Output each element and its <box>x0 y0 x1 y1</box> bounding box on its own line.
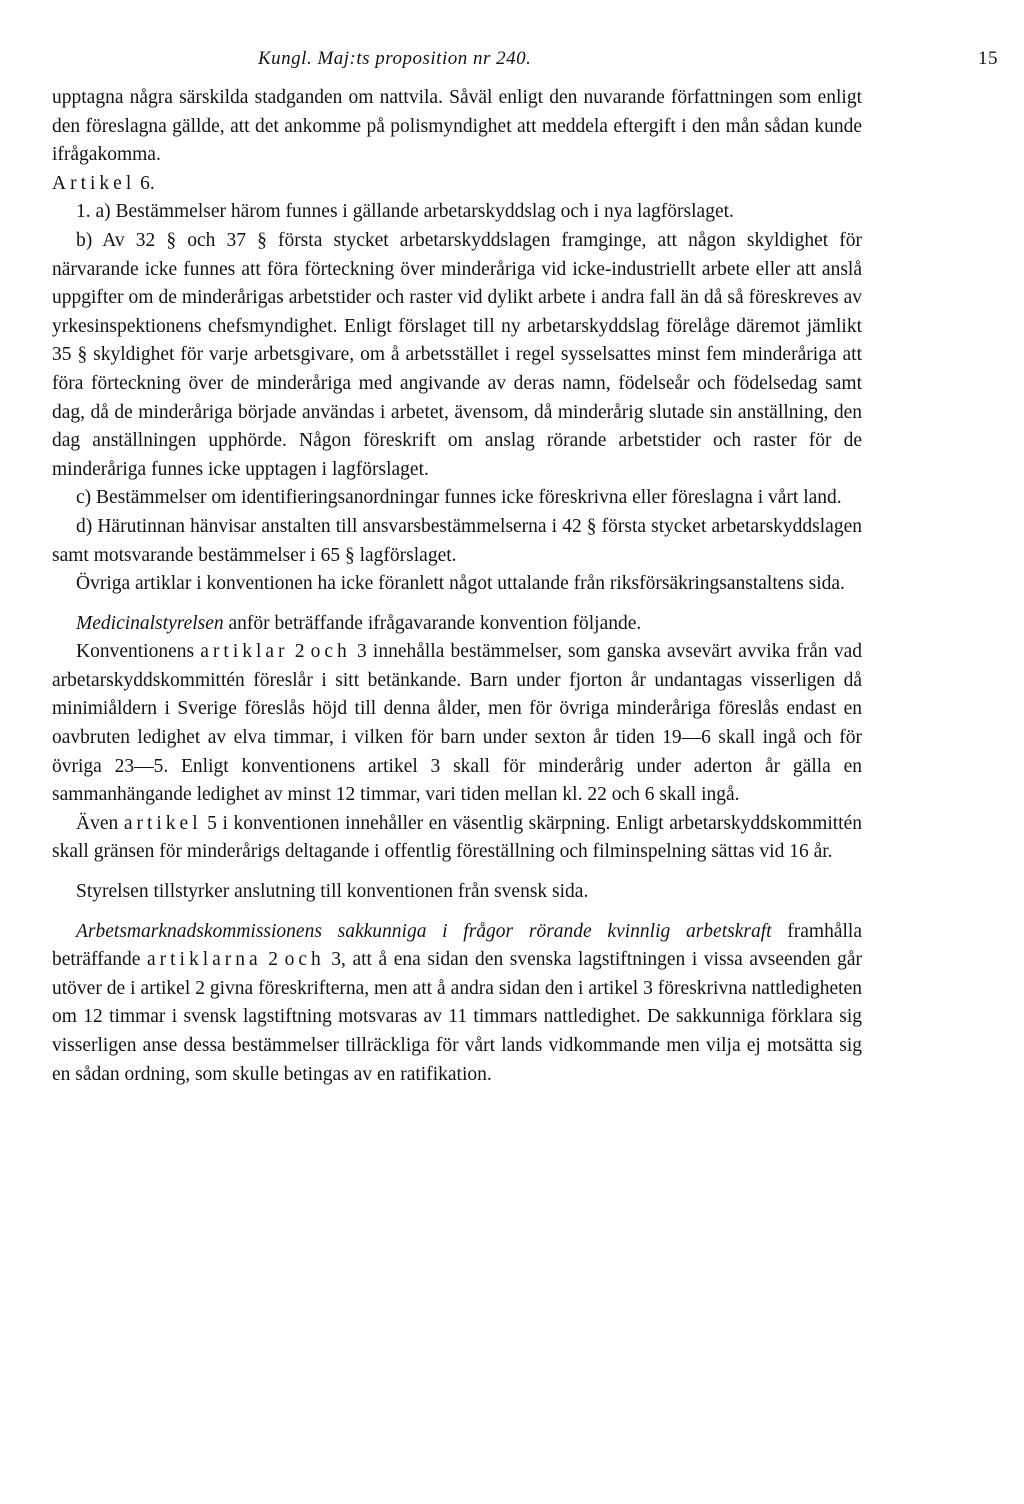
paragraph-nattvila: upptagna några särskilda stadganden om nattvila. Såväl enligt den nuvarande författningen som enligt den föreslagna gällde, att det ankomme på polismyndighet att meddela eftergift i den mån sådan kunde ifrågakomma. <box>52 87 862 166</box>
page-header <box>52 46 998 84</box>
text-run: Även <box>76 812 124 834</box>
paragraph-styrelsen: Styrelsen tillstyrker anslutning till konventionen från svensk sida. <box>76 881 589 903</box>
spaced-term: artikel <box>123 812 202 834</box>
spaced-term: och <box>310 641 351 663</box>
spaced-term: artiklarna <box>146 949 262 971</box>
paragraph-1b: b) Av 32 § och 37 § första stycket arbetarskyddslagen framginge, att någon skyldighet för närvarande icke funnes att föra förteckning över minderåriga vid icke-industriellt arbete eller att anslå uppgifter om de minderårigas arbetstider och raster vid dylikt arbete i andra fall än då så föreskreves av yrkesinspektionens chefsmyndighet. Enligt förslaget till ny arbetarskyddslag förelåge däremot jämlikt 35 § skyldighet för varje arbetsgivare, om å arbetsstället i regel sysselsattes minst fem minderåriga att föra förteckning över de minderåriga med angivande av deras namn, födelseår och födelsedag samt dag, då de minderåriga började användas i arbetet, ävensom, då minderårig slutade sin anställning, den dag anställningen upphörde. Någon föreskrift om anslag rörande arbetstider och raster för de minderåriga funnes icke upptagen i lagförslaget. <box>52 229 862 480</box>
paragraph-artiklar-2-3 <box>52 638 862 810</box>
article-6-heading <box>52 170 862 199</box>
agency-name: Medicinalstyrelsen <box>76 612 224 634</box>
spaced-term: artiklar <box>200 641 289 663</box>
paragraph-arbetsmarknadskommissionen <box>52 918 862 1090</box>
paragraph-1d: d) Härutinnan hänvisar anstalten till ansvarsbestämmelserna i 42 § första stycket arbetarskyddslagen samt motsvarande bestämmelser i 65 § lagförslaget. <box>52 515 862 566</box>
article-heading-label: Artikel <box>52 172 136 194</box>
paragraph-ovriga-artiklar: Övriga artiklar i konventionen ha icke föranlett något uttalande från riksförsäkringsanstaltens sida. <box>76 573 845 595</box>
running-title: Kungl. Maj:ts proposition nr 240. <box>258 48 532 69</box>
text-run: 5 i konventionen innehåller en väsentlig skärpning. Enligt arbetarskyddskommittén skall gränsen för minderårigs deltagande i offentlig föreställning och filminspelning sättas vid 16 år. <box>52 812 862 863</box>
article-heading-number: 6. <box>140 172 155 194</box>
text-run: framhålla beträffande <box>52 920 862 971</box>
agency-name: Arbetsmarknadskommissionens sakkunniga i frågor rörande kvinnlig arbetskraft <box>76 920 772 942</box>
paragraph-1c: c) Bestämmelser om identifieringsanordningar funnes icke föreskrivna eller föreslagna i vårt land. <box>76 487 842 509</box>
paragraph-text: anför beträffande ifrågavarande konvention följande. <box>223 612 642 634</box>
spaced-term: och <box>284 949 325 971</box>
text-run: 2 <box>261 949 285 971</box>
paragraph-artikel-5 <box>52 810 862 867</box>
text-run: Konventionens <box>76 641 201 663</box>
text-run: 3, att å ena sidan den svenska lagstiftningen i vissa avseenden går utöver de i artikel 2 givna föreskrifterna, men att å andra sidan den i artikel 3 föreskrivna nattledigheten om 12 timmar i svensk lagstiftning motsvaras av 11 timmars nattledighet. De sakkunniga förklara sig visserligen anse dessa bestämmelser tillräckliga för vårt lands vidkommande men vilja ej motsätta sig en sådan ordning, som skulle betingas av en ratifikation. <box>52 949 863 1085</box>
page-number: 15 <box>978 48 998 69</box>
paragraph-medicinalstyrelsen <box>52 610 862 639</box>
paragraph-1a: 1. a) Bestämmelser härom funnes i gällande arbetarskyddslag och i nya lagförslaget. <box>76 201 734 223</box>
text-run: 3 innehålla bestämmelser, som ganska avsevärt avvika från vad arbetarskyddskommittén föreslår i sitt betänkande. Barn under fjorton år undantagas visserligen då minimiåldern i Sverige föreslås höjd till denna ålder, men för övriga minderåriga föreslås endast en oavbruten ledighet av elva timmar, i vilken för barn under sexton år tiden 19—6 skall ingå och för övriga 23—5. Enligt konventionens artikel 3 skall för minderårig under aderton år gälla en sammanhängande ledighet av minst 12 timmar, vari tiden mellan kl. 22 och 6 skall ingå. <box>52 641 863 806</box>
text-run: 2 <box>288 641 311 663</box>
